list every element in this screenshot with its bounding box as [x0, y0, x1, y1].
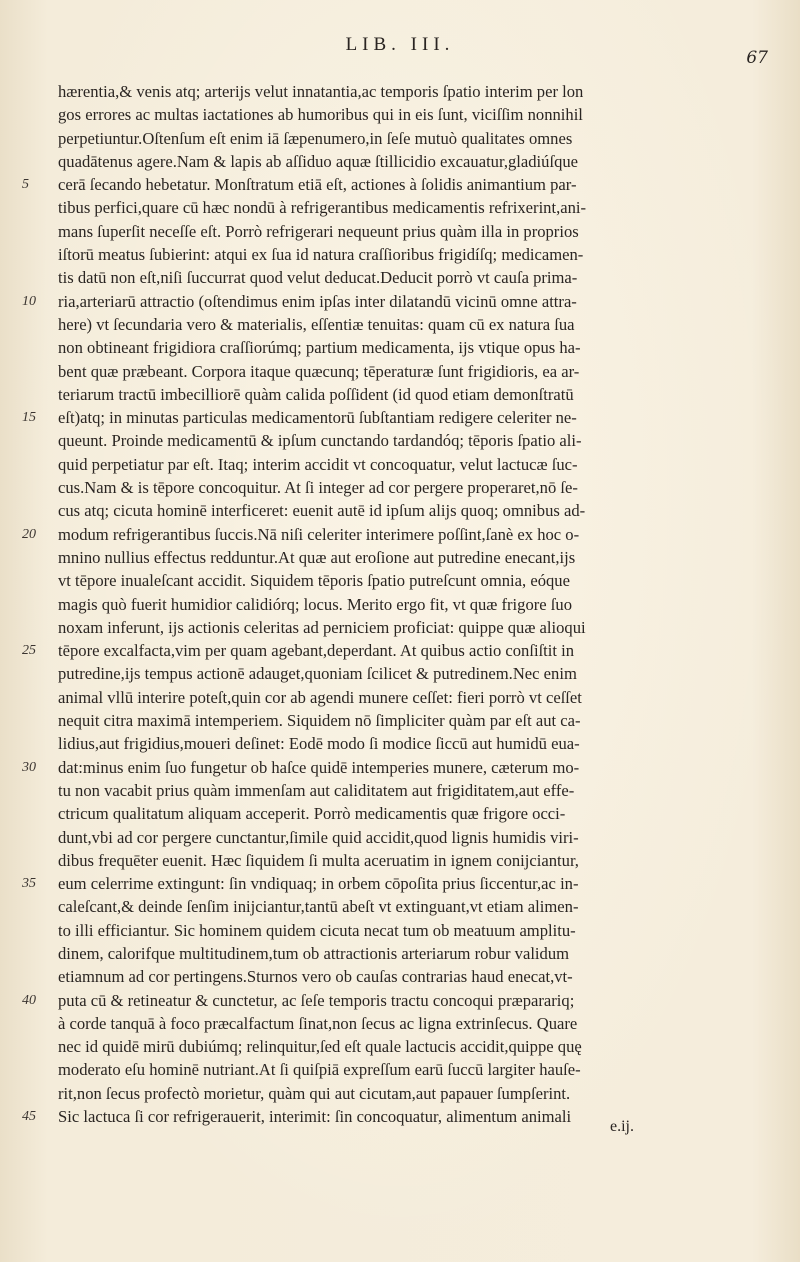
- line-text: mans ſuperſit neceſſe eſt. Porrò refrigerari nequeunt prius quàm illa in proprios: [58, 221, 579, 241]
- line-text: vt tēpore inualeſcant accidit. Siquidem tēporis ſpatio putreſcunt omnia, eóque: [58, 571, 570, 591]
- line-number: 30: [22, 759, 36, 775]
- text-line: [58, 103, 770, 126]
- line-text: here) vt ſecundaria vero & materialis, eſſentiæ tenuitas: quam cū ex natura ſua: [58, 314, 575, 334]
- text-line: [22, 639, 770, 662]
- line-text: dunt,vbi ad cor pergere cunctantur,ſimile quid accidit,quod lignis humidis viri-: [58, 827, 579, 847]
- line-number: 15: [22, 410, 36, 426]
- text-line: [58, 616, 770, 639]
- text-line: [58, 802, 770, 825]
- body-text: [22, 80, 770, 1128]
- text-line: [58, 732, 770, 755]
- catchword: e.ij.: [610, 1118, 634, 1135]
- text-line: [22, 290, 770, 313]
- line-text: putredine,ijs tempus actionē adauget,quoniam ſcilicet & putredinem.Nec enim: [58, 664, 577, 684]
- text-line: [58, 499, 770, 522]
- line-text: non obtineant frigidiora craſſiorúmq; partium medicamenta, ijs vtique opus ha-: [58, 338, 581, 358]
- line-text: bent quæ præbeant. Corpora itaque quæcunq; tēperaturæ ſunt frigidioris, ea ar-: [58, 361, 580, 381]
- line-number: 35: [22, 876, 36, 892]
- line-number: 10: [22, 293, 36, 309]
- text-line: [58, 266, 770, 289]
- line-text: à corde tanquā à foco præcalfactum ſinat,non ſecus ac ligna extrinſecus. Quare: [58, 1013, 578, 1033]
- text-line: [22, 406, 770, 429]
- line-text: cus.Nam & is tēpore concoquitur. At ſi integer ad cor pergere properaret,nō ſe-: [58, 478, 578, 498]
- text-line: [58, 196, 770, 219]
- line-text: dinem, calorifque multitudinem,tum ob attractionis arteriarum robur validum: [58, 943, 570, 963]
- line-text: animal vllū interire poteſt,quin cor ab agendi munere ceſſet: fieri porrò vt ceſſet: [58, 687, 582, 707]
- line-text: nequit citra maximā intemperiem. Siquidem nō ſimpliciter quàm par eſt aut ca-: [58, 711, 581, 731]
- line-text: lidius,aut frigidius,moueri deſinet: Eodē modo ſi modice ſiccū aut humidū eua-: [58, 734, 580, 754]
- line-text: gos errores ac multas iactationes ab humoribus qui in eis ſunt, viciſſim nonnihil: [58, 105, 583, 125]
- line-text: moderato eſu hominē nutriant.At ſi quiſpiā expreſſum earū ſuccū largiter hauſe-: [58, 1060, 581, 1080]
- text-line: [58, 662, 770, 685]
- line-text: hærentia,& venis atq; arterijs velut innatantia,ac temporis ſpatio interim per lon: [58, 82, 584, 101]
- line-text: dat:minus enim ſuo fungetur ob haſce quidē intemperies munere, cæterum mo-: [58, 757, 580, 777]
- text-line: [58, 965, 770, 988]
- text-line: [22, 872, 770, 895]
- line-text: modum refrigerantibus ſuccis.Nā niſi celeriter interimere poſſint,ſanè ex hoc o-: [58, 524, 580, 544]
- line-text: caleſcant,& deinde ſenſim inijciantur,tantū abeſt vt extinguant,vt etiam alimen-: [58, 897, 579, 917]
- line-text: to illi efficiantur. Sic hominem quidem cicuta necat tum ob meatuum amplitu-: [58, 920, 576, 940]
- line-text: cus atq; cicuta hominē interficeret: euenit autē id ipſum alijs quoq; omnibus ad-: [58, 501, 586, 521]
- text-line: [58, 220, 770, 243]
- text-line: [58, 1058, 770, 1081]
- text-line: [58, 1082, 770, 1105]
- text-line: [22, 1105, 770, 1128]
- text-line: [58, 313, 770, 336]
- text-line: [58, 826, 770, 849]
- text-line: [58, 686, 770, 709]
- page-header: [0, 30, 800, 70]
- line-text: ctricum qualitatum aliquam acceperit. Porrò medicamentis quæ frigore occi-: [58, 804, 566, 824]
- line-text: tibus perfici,quare cū hæc nondū à refrigerantibus medicamentis refrixerint,ani-: [58, 198, 587, 218]
- text-line: [58, 383, 770, 406]
- text-line: [58, 593, 770, 616]
- text-line: [22, 989, 770, 1012]
- text-line: [58, 1035, 770, 1058]
- text-line: [22, 523, 770, 546]
- running-head: LIB. III.: [345, 34, 455, 55]
- line-text: tis datū non eſt,niſi ſuccurrat quod velut deducat.Deducit porrò vt cauſa prima-: [58, 268, 578, 288]
- text-line: [58, 150, 770, 173]
- text-line: [58, 569, 770, 592]
- line-text: Sic lactuca ſi cor refrigerauerit, interimit: ſin concoquatur, alimentum animali: [58, 1107, 572, 1127]
- line-text: mnino nullius effectus redduntur.At quæ aut eroſione aut putredine enecant,ijs: [58, 547, 576, 567]
- line-text: etiamnum ad cor pertingens.Sturnos vero ob cauſas contrarias haud enecat,vt-: [58, 967, 573, 987]
- line-text: ria,arteriarū attractio (oſtendimus enim ipſas inter dilatandū vicinū omne attra-: [58, 291, 577, 311]
- line-text: cerā ſecando hebetatur. Monſtratum etiā eſt, actiones à ſolidis animantium par-: [58, 175, 577, 195]
- line-text: quadātenus agere.Nam & lapis ab aſſiduo aquæ ſtillicidio excauatur,gladiúſque: [58, 151, 579, 171]
- line-text: eum celerrime extingunt: ſin vndiquaq; in orbem cōpoſita prius ſiccentur,ac in-: [58, 874, 579, 894]
- text-line: [58, 849, 770, 872]
- text-line: [58, 1012, 770, 1035]
- text-line: [58, 779, 770, 802]
- line-text: magis quò fuerit humidior calidiórq; locus. Merito ergo fit, vt quæ frigore ſuo: [58, 594, 573, 614]
- line-text: tēpore excalfacta,vim per quam agebant,deperdant. At quibus actio conſiſtit in: [58, 641, 575, 661]
- text-line: [22, 756, 770, 779]
- text-line: [58, 546, 770, 569]
- line-number: 20: [22, 526, 36, 542]
- text-line: [58, 80, 770, 103]
- text-line: [58, 895, 770, 918]
- line-text: queunt. Proinde medicamentū & ipſum cunctando tardandóq; tēporis ſpatio ali-: [58, 431, 582, 451]
- text-line: [58, 360, 770, 383]
- text-line: [58, 453, 770, 476]
- text-line: [58, 243, 770, 266]
- line-text: puta cū & retineatur & cunctetur, ac ſeſe temporis tractu concoqui præparariq;: [58, 990, 575, 1010]
- line-text: nec id quidē mirū dubiúmq; relinquitur,ſed eſt quale lactucis accidit,quippe quę: [58, 1037, 582, 1057]
- text-line: [58, 942, 770, 965]
- text-line: [58, 336, 770, 359]
- line-text: tu non vacabit prius quàm immenſam aut caliditatem aut frigiditatem,aut effe-: [58, 780, 575, 800]
- text-line: [58, 476, 770, 499]
- line-text: perpetiuntur.Oſtenſum eſt enim iā ſæpenumero,in ſeſe mutuò qualitates omnes: [58, 128, 573, 148]
- text-line: [22, 173, 770, 196]
- text-line: [58, 919, 770, 942]
- text-line: [58, 429, 770, 452]
- line-text: eſt)atq; in minutas particulas medicamentorū ſubſtantiam redigere celeriter ne-: [58, 408, 577, 428]
- line-text: quid perpetiatur par eſt. Itaq; interim accidit vt concoquatur, velut lactucæ ſuc-: [58, 454, 578, 474]
- line-text: rit,non ſecus profectò morietur, quàm qui aut cicutam,aut papauer ſumpſerint.: [58, 1083, 571, 1103]
- text-line: [58, 127, 770, 150]
- line-text: teriarum tractū imbecilliorē quàm calida poſſident (id quod etiam demonſtratū: [58, 384, 574, 404]
- line-number: 5: [22, 177, 29, 193]
- line-text: iſtorū meatus ſubierint: atqui ex ſua id natura craſſioribus frigidíſq; medicamen-: [58, 245, 584, 265]
- page-number: 67: [746, 48, 768, 68]
- line-number: 45: [22, 1109, 36, 1125]
- line-text: dibus frequēter euenit. Hæc ſiquidem ſi multa aceruatim in ignem conijciantur,: [58, 850, 579, 870]
- line-text: noxam inferunt, ijs actionis celeritas ad perniciem proficiat: quippe quæ alioqui: [58, 617, 586, 637]
- line-number: 40: [22, 992, 36, 1008]
- text-line: [58, 709, 770, 732]
- line-number: 25: [22, 643, 36, 659]
